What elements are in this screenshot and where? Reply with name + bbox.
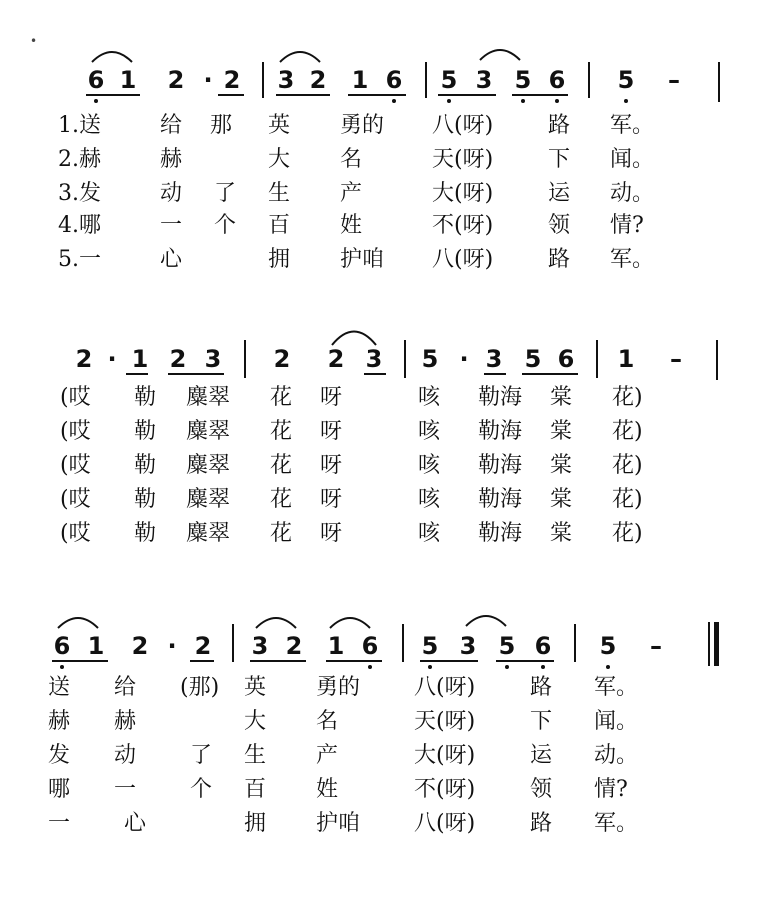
lyric: 八(呀) [414,675,476,700]
dot-extension: · [459,345,469,373]
note: 6 [385,66,403,94]
lyric: 心 [160,247,183,272]
lyric: 情? [594,777,628,802]
lyric: 棠 [550,453,573,478]
note: 3 [475,66,493,94]
lyric: 呀 [320,453,343,478]
note: 6 [53,632,71,660]
note: 1 [351,66,369,94]
lyric: 麋翠 [186,521,231,546]
slur [480,50,520,60]
beam [218,94,244,96]
low-octave-dot [94,99,98,103]
lyric: 了 [190,743,213,768]
lyric: 拥 [268,247,291,272]
note: 3 [204,345,222,373]
lyric: 不(呀) [432,213,494,238]
note: 5 [440,66,458,94]
note: 5 [617,66,635,94]
slur [332,332,376,346]
note: 2 [75,345,93,373]
beam [484,373,506,375]
beam [348,94,406,96]
lyric: 大 [244,709,267,734]
lyric: 个 [214,213,237,238]
note: 2 [169,345,187,373]
note: 5 [498,632,516,660]
lyric: 勒 [134,521,157,546]
lyric: 大(呀) [414,743,476,768]
lyric: 了 [214,181,237,206]
lyric: 赫 [114,709,137,734]
low-octave-dot [541,665,545,669]
slur [280,52,320,62]
lyric: 大(呀) [432,181,494,206]
lyric: 军。 [594,811,639,836]
note: 2 [327,345,345,373]
lyric: 百 [268,213,291,238]
lyric: 勒海 [478,487,523,512]
lyric: 勒海 [478,385,523,410]
lyric: 产 [340,181,363,206]
lyric: 4.哪 [58,213,101,238]
corner-mark: • [30,34,38,48]
note: 1 [87,632,105,660]
lyric: 动 [114,743,137,768]
lyric: 动。 [610,181,655,206]
lyric: 赫 [160,147,183,172]
lyric: 送 [48,675,71,700]
lyric: 动。 [594,743,639,768]
dash: – [668,66,680,94]
lyric: 不(呀) [414,777,476,802]
low-octave-dot [606,665,610,669]
lyric: 运 [548,181,571,206]
slur [466,616,506,626]
lyric: 勇的 [340,113,385,138]
barline [402,624,404,662]
lyric: 咳 [418,419,441,444]
lyric: 下 [548,147,571,172]
low-octave-dot [60,665,64,669]
lyric: 勒 [134,487,157,512]
note: 1 [131,345,149,373]
beam [52,660,108,662]
lyric: 下 [530,709,553,734]
low-octave-dot [624,99,628,103]
lyric: 花 [270,419,293,444]
lyric: 个 [190,777,213,802]
lyric: 麋翠 [186,453,231,478]
low-octave-dot [368,665,372,669]
note: 3 [485,345,503,373]
note: 5 [421,632,439,660]
lyric: 路 [548,113,571,138]
dot-extension: · [203,66,213,94]
lyric: 花) [612,385,643,410]
lyric: 天(呀) [432,147,494,172]
lyric: 心 [124,811,147,836]
beam [496,660,554,662]
beam [326,660,382,662]
lyric: 姓 [340,213,363,238]
note: 5 [421,345,439,373]
note: 1 [119,66,137,94]
dash: – [670,345,682,373]
lyric: 咳 [418,385,441,410]
lyric: 天(呀) [414,709,476,734]
note: 6 [548,66,566,94]
lyric: 英 [268,113,291,138]
lyric: 咳 [418,521,441,546]
lyric: 动 [160,181,183,206]
lyric: 勒海 [478,419,523,444]
lyric: 军。 [610,113,655,138]
lyric: 拥 [244,811,267,836]
lyric: 八(呀) [414,811,476,836]
lyric: 情? [610,213,644,238]
lyric: (哎 [60,521,91,546]
low-octave-dot [392,99,396,103]
barline [718,62,720,102]
lyric: 姓 [316,777,339,802]
lyric: 一 [48,811,71,836]
lyric: 花) [612,419,643,444]
beam [168,373,224,375]
note: 2 [223,66,241,94]
lyric: 生 [268,181,291,206]
lyric: (那) [180,675,220,700]
lyric: 运 [530,743,553,768]
lyric: 花 [270,453,293,478]
barline [425,62,427,98]
note: 3 [459,632,477,660]
beam [86,94,140,96]
lyric: 花) [612,487,643,512]
lyric: 勇的 [316,675,361,700]
lyric: 呀 [320,487,343,512]
barline [232,624,234,662]
lyric: 棠 [550,487,573,512]
lyric: 勒 [134,453,157,478]
note: 5 [599,632,617,660]
lyric: 军。 [594,675,639,700]
lyric: 呀 [320,419,343,444]
note: 2 [309,66,327,94]
lyric: 勒海 [478,453,523,478]
beam [364,373,386,375]
lyric: 给 [160,113,183,138]
lyric: (哎 [60,419,91,444]
barline [716,340,718,380]
final-barline-thin [708,622,710,666]
slur [256,618,296,628]
barline [588,62,590,98]
note: 2 [131,632,149,660]
dot-extension: · [107,345,117,373]
barline [404,340,406,378]
lyric: 英 [244,675,267,700]
lyric: 麋翠 [186,419,231,444]
barline [596,340,598,378]
lyric: 棠 [550,521,573,546]
lyric: 勒 [134,385,157,410]
lyric: 赫 [48,709,71,734]
lyric: 一 [114,777,137,802]
lyric: 发 [48,743,71,768]
beam [512,94,568,96]
note: 6 [361,632,379,660]
note: 1 [327,632,345,660]
dot-extension: · [167,632,177,660]
lyric: 军。 [610,247,655,272]
lyric: 护咱 [340,247,385,272]
note: 2 [285,632,303,660]
lyric: 花 [270,385,293,410]
final-barline-thick [714,622,719,666]
lyric: 护咱 [316,811,361,836]
lyric: (哎 [60,487,91,512]
lyric: 麋翠 [186,385,231,410]
lyric: 那 [210,113,233,138]
barline [262,62,264,98]
note: 2 [194,632,212,660]
lyric: 棠 [550,385,573,410]
barline [244,340,246,378]
slur [330,618,370,628]
low-octave-dot [447,99,451,103]
barline [574,624,576,662]
lyric: 5.一 [58,247,101,272]
lyric: 路 [548,247,571,272]
note: 1 [617,345,635,373]
lyric: 给 [114,675,137,700]
slur [92,52,132,62]
lyric: (哎 [60,385,91,410]
lyric: 花 [270,487,293,512]
lyric: 闻。 [594,709,639,734]
note: 2 [167,66,185,94]
lyric: 2.赫 [58,147,101,172]
lyric: 花) [612,521,643,546]
lyric: 百 [244,777,267,802]
lyric: 领 [530,777,553,802]
lyric: 名 [340,147,363,172]
low-octave-dot [521,99,525,103]
lyric: 领 [548,213,571,238]
low-octave-dot [555,99,559,103]
low-octave-dot [428,665,432,669]
note: 3 [277,66,295,94]
note: 3 [365,345,383,373]
lyric: 产 [316,743,339,768]
note: 6 [87,66,105,94]
low-octave-dot [505,665,509,669]
beam [276,94,330,96]
lyric: 呀 [320,521,343,546]
lyric: 闻。 [610,147,655,172]
lyric: 咳 [418,487,441,512]
lyric: 呀 [320,385,343,410]
note: 5 [514,66,532,94]
lyric: 咳 [418,453,441,478]
lyric: 一 [160,213,183,238]
lyric: 勒海 [478,521,523,546]
note: 2 [273,345,291,373]
note: 6 [534,632,552,660]
lyric: 勒 [134,419,157,444]
note: 6 [557,345,575,373]
lyric: 1.送 [58,113,101,138]
lyric: 生 [244,743,267,768]
lyric: 花 [270,521,293,546]
beam [420,660,478,662]
beam [250,660,306,662]
lyric: 哪 [48,777,71,802]
lyric: 3.发 [58,181,101,206]
lyric: 棠 [550,419,573,444]
lyric: 名 [316,709,339,734]
beam [438,94,496,96]
lyric: 路 [530,675,553,700]
lyric: 花) [612,453,643,478]
lyric: 八(呀) [432,247,494,272]
note: 3 [251,632,269,660]
lyric: 麋翠 [186,487,231,512]
lyric: 八(呀) [432,113,494,138]
slur [58,618,98,628]
dash: – [650,632,662,660]
note: 5 [524,345,542,373]
lyric: 路 [530,811,553,836]
lyric: 大 [268,147,291,172]
lyric: (哎 [60,453,91,478]
beam [126,373,148,375]
beam [522,373,578,375]
beam [190,660,214,662]
